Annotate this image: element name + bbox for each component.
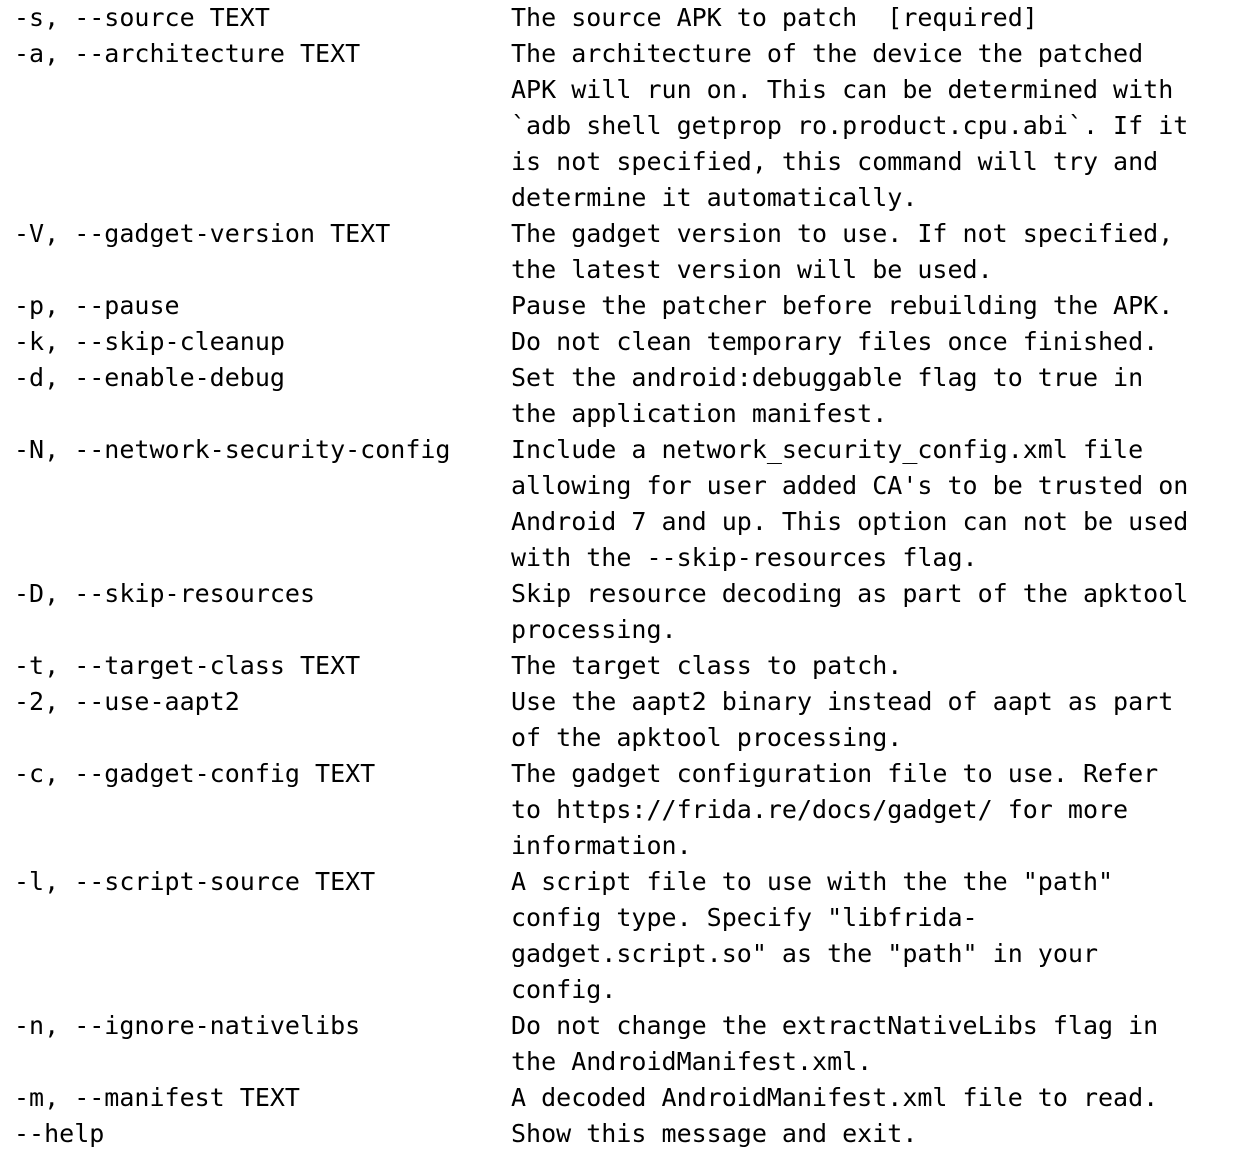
description-line: A script file to use with the the "path" xyxy=(511,867,1114,896)
option-row xyxy=(14,1080,1240,1116)
description-line: APK will run on. This can be determined with xyxy=(511,75,1174,104)
option-row xyxy=(14,1116,1240,1152)
option-flag: -a, --architecture TEXT xyxy=(14,39,361,68)
option-description xyxy=(511,576,1240,648)
description-line: The target class to patch. xyxy=(511,651,903,680)
description-line: the latest version will be used. xyxy=(511,255,993,284)
option-description xyxy=(511,432,1240,576)
description-line: gadget.script.so" as the "path" in your xyxy=(511,939,1098,968)
description-line: Do not clean temporary files once finished. xyxy=(511,327,1159,356)
option-flag: --help xyxy=(14,1119,105,1148)
description-line: the application manifest. xyxy=(511,399,888,428)
option-description xyxy=(511,36,1240,216)
description-line: config. xyxy=(511,975,617,1004)
description-line: Set the android:debuggable flag to true in xyxy=(511,363,1144,392)
option-description xyxy=(511,324,1240,360)
description-line: processing. xyxy=(511,615,677,644)
option-row xyxy=(14,1008,1240,1080)
description-line: Do not change the extractNativeLibs flag in xyxy=(511,1011,1159,1040)
option-flag: -2, --use-aapt2 xyxy=(14,687,240,716)
description-line: to https://frida.re/docs/gadget/ for more xyxy=(511,795,1129,824)
description-line: the AndroidManifest.xml. xyxy=(511,1047,873,1076)
option-description xyxy=(511,1116,1240,1152)
description-line: determine it automatically. xyxy=(511,183,918,212)
option-row xyxy=(14,432,1240,576)
description-line: of the apktool processing. xyxy=(511,723,903,752)
option-row xyxy=(14,324,1240,360)
option-row xyxy=(14,36,1240,216)
description-line: The architecture of the device the patched xyxy=(511,39,1144,68)
option-flag: -n, --ignore-nativelibs xyxy=(14,1011,361,1040)
description-line: `adb shell getprop ro.product.cpu.abi`. If it xyxy=(511,111,1189,140)
option-flag: -m, --manifest TEXT xyxy=(14,1083,300,1112)
description-line: Android 7 and up. This option can not be used xyxy=(511,507,1189,536)
option-flag: -t, --target-class TEXT xyxy=(14,651,361,680)
description-line: The source APK to patch [required] xyxy=(511,3,1038,32)
option-description xyxy=(511,0,1240,36)
description-line: A decoded AndroidManifest.xml file to read. xyxy=(511,1083,1159,1112)
option-row xyxy=(14,360,1240,432)
option-row xyxy=(14,864,1240,1008)
description-line: Skip resource decoding as part of the apktool xyxy=(511,579,1189,608)
option-flag: -p, --pause xyxy=(14,291,180,320)
description-line: allowing for user added CA's to be trusted on xyxy=(511,471,1189,500)
option-row xyxy=(14,288,1240,324)
option-flag: -s, --source TEXT xyxy=(14,3,270,32)
option-row xyxy=(14,756,1240,864)
description-line: config type. Specify "libfrida- xyxy=(511,903,978,932)
description-line: The gadget version to use. If not specified, xyxy=(511,219,1174,248)
description-line: with the --skip-resources flag. xyxy=(511,543,978,572)
option-description xyxy=(511,360,1240,432)
option-row xyxy=(14,576,1240,648)
description-line: Show this message and exit. xyxy=(511,1119,918,1148)
option-row xyxy=(14,0,1240,36)
description-line: Pause the patcher before rebuilding the APK. xyxy=(511,291,1174,320)
option-description xyxy=(511,864,1240,1008)
description-line: is not specified, this command will try and xyxy=(511,147,1159,176)
option-flag: -d, --enable-debug xyxy=(14,363,285,392)
option-description xyxy=(511,1008,1240,1080)
option-flag: -D, --skip-resources xyxy=(14,579,316,608)
description-line: The gadget configuration file to use. Refer xyxy=(511,759,1159,788)
option-description xyxy=(511,1080,1240,1116)
option-description xyxy=(511,648,1240,684)
option-flag: -k, --skip-cleanup xyxy=(14,327,285,356)
option-description xyxy=(511,216,1240,288)
option-row xyxy=(14,216,1240,288)
description-line: Use the aapt2 binary instead of aapt as part xyxy=(511,687,1174,716)
option-flag: -l, --script-source TEXT xyxy=(14,867,376,896)
option-flag: -V, --gadget-version TEXT xyxy=(14,219,391,248)
option-description xyxy=(511,288,1240,324)
option-description xyxy=(511,756,1240,864)
description-line: Include a network_security_config.xml file xyxy=(511,435,1144,464)
option-row xyxy=(14,648,1240,684)
option-flag: -c, --gadget-config TEXT xyxy=(14,759,376,788)
option-description xyxy=(511,684,1240,756)
option-flag: -N, --network-security-config xyxy=(14,435,451,464)
description-line: information. xyxy=(511,831,692,860)
terminal-output xyxy=(14,0,1240,1152)
option-row xyxy=(14,684,1240,756)
